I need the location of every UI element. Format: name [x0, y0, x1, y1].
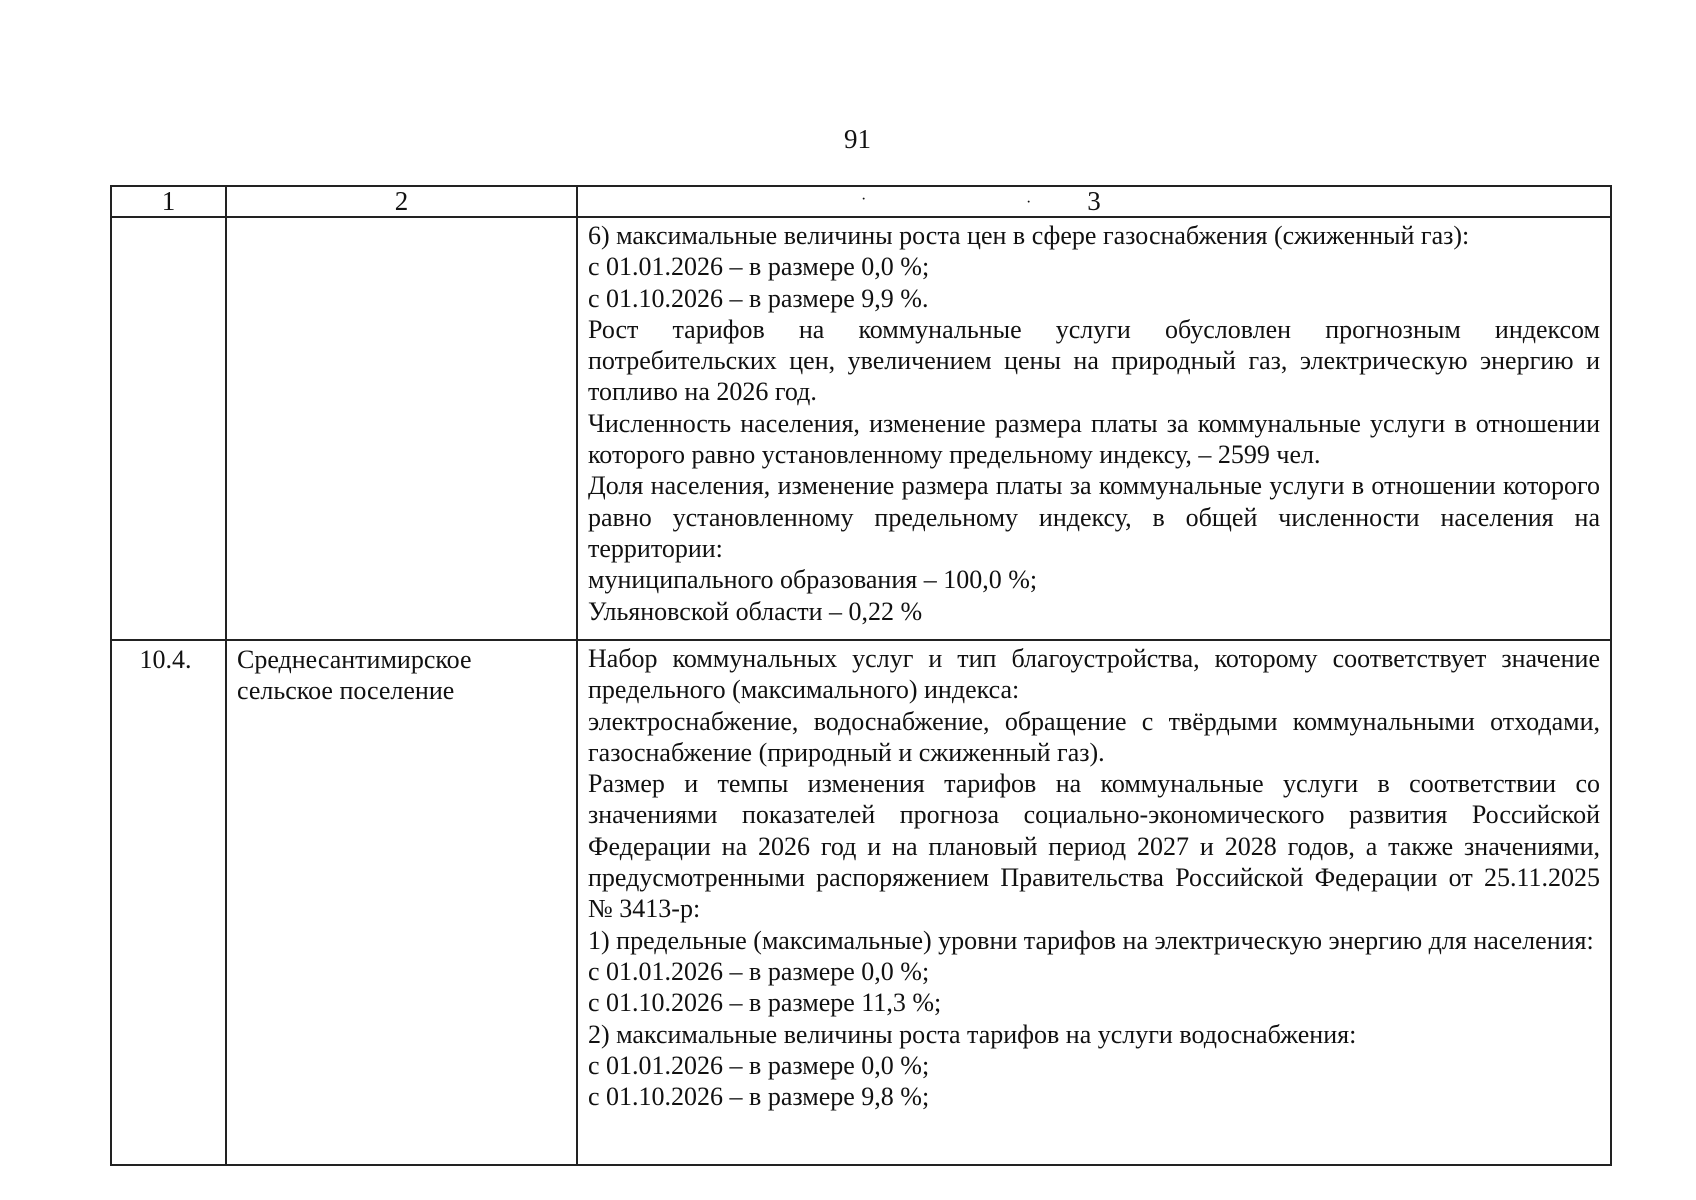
paragraph: Численность населения, изменение размера платы за коммунальные услуги в отношении которого равно установленному предельному индексу, – 2599 чел.	[588, 408, 1600, 470]
row-number: 10.4.	[111, 640, 226, 1165]
paragraph: 2) максимальные величины роста тарифов на услуги водоснабжения:	[588, 1019, 1357, 1049]
settlement-name	[226, 217, 577, 640]
column-header-2: 2	[226, 186, 577, 217]
paragraph: с 01.10.2026 – в размере 9,9 %.	[588, 283, 929, 313]
settlement-name: Среднесантимирское сельское поселение	[226, 640, 577, 1165]
row-description	[577, 640, 1611, 1165]
table-row	[111, 640, 1611, 1165]
paragraph: с 01.10.2026 – в размере 9,8 %;	[588, 1082, 930, 1112]
paragraph: Ульяновской области – 0,22 %	[588, 596, 923, 626]
scan-speck: ·	[861, 191, 867, 208]
column-header-1: 1	[111, 186, 226, 217]
paragraph: Набор коммунальных услуг и тип благоустройства, которому соответствует значение предельного (максимального) индекса:	[588, 644, 1600, 705]
paragraph: с 01.10.2026 – в размере 11,3 %;	[588, 988, 942, 1018]
row-number	[111, 217, 226, 640]
scan-speck: ·	[1026, 194, 1032, 211]
table-row	[111, 217, 1611, 640]
paragraph: с 01.01.2026 – в размере 0,0 %;	[588, 252, 930, 282]
paragraph: электроснабжение, водоснабжение, обращение с твёрдыми коммунальными отходами, газоснабжение (природный и сжиженный газ).	[588, 706, 1600, 767]
paragraph: с 01.01.2026 – в размере 0,0 %;	[588, 956, 930, 986]
page-number: 91	[844, 124, 871, 154]
tariff-table	[110, 185, 1612, 1166]
table-header-row	[111, 186, 1611, 217]
column-header-3	[577, 186, 1611, 217]
paragraph: муниципального образования – 100,0 %;	[588, 565, 1038, 595]
paragraph: Размер и темпы изменения тарифов на коммунальные услуги в соответствии со значениями показателей прогноза социально-экономического развития Российской Федерации на 2026 год и на плановый период 2027 и 2028 годов, а также значениями, предусмотренными распоряжением Правительства Российской Федерации от 25.11.2025 № 3413-р:	[588, 769, 1600, 924]
paragraph: с 01.01.2026 – в размере 0,0 %;	[588, 1050, 930, 1080]
row-description	[577, 217, 1611, 640]
paragraph: 6) максимальные величины роста цен в сфере газоснабжения (сжиженный газ):	[588, 221, 1470, 250]
paragraph: Рост тарифов на коммунальные услуги обусловлен прогнозным индексом потребительских цен, увеличением цены на природный газ, электрическую энергию и топливо на 2026 год.	[588, 314, 1600, 407]
paragraph: Доля населения, изменение размера платы за коммунальные услуги в отношении которого равно установленному предельному индексу, в общей численности населения на территории:	[588, 471, 1600, 563]
paragraph: 1) предельные (максимальные) уровни тарифов на электрическую энергию для населения:	[588, 925, 1594, 955]
column-header-3-label: 3	[1087, 186, 1101, 216]
